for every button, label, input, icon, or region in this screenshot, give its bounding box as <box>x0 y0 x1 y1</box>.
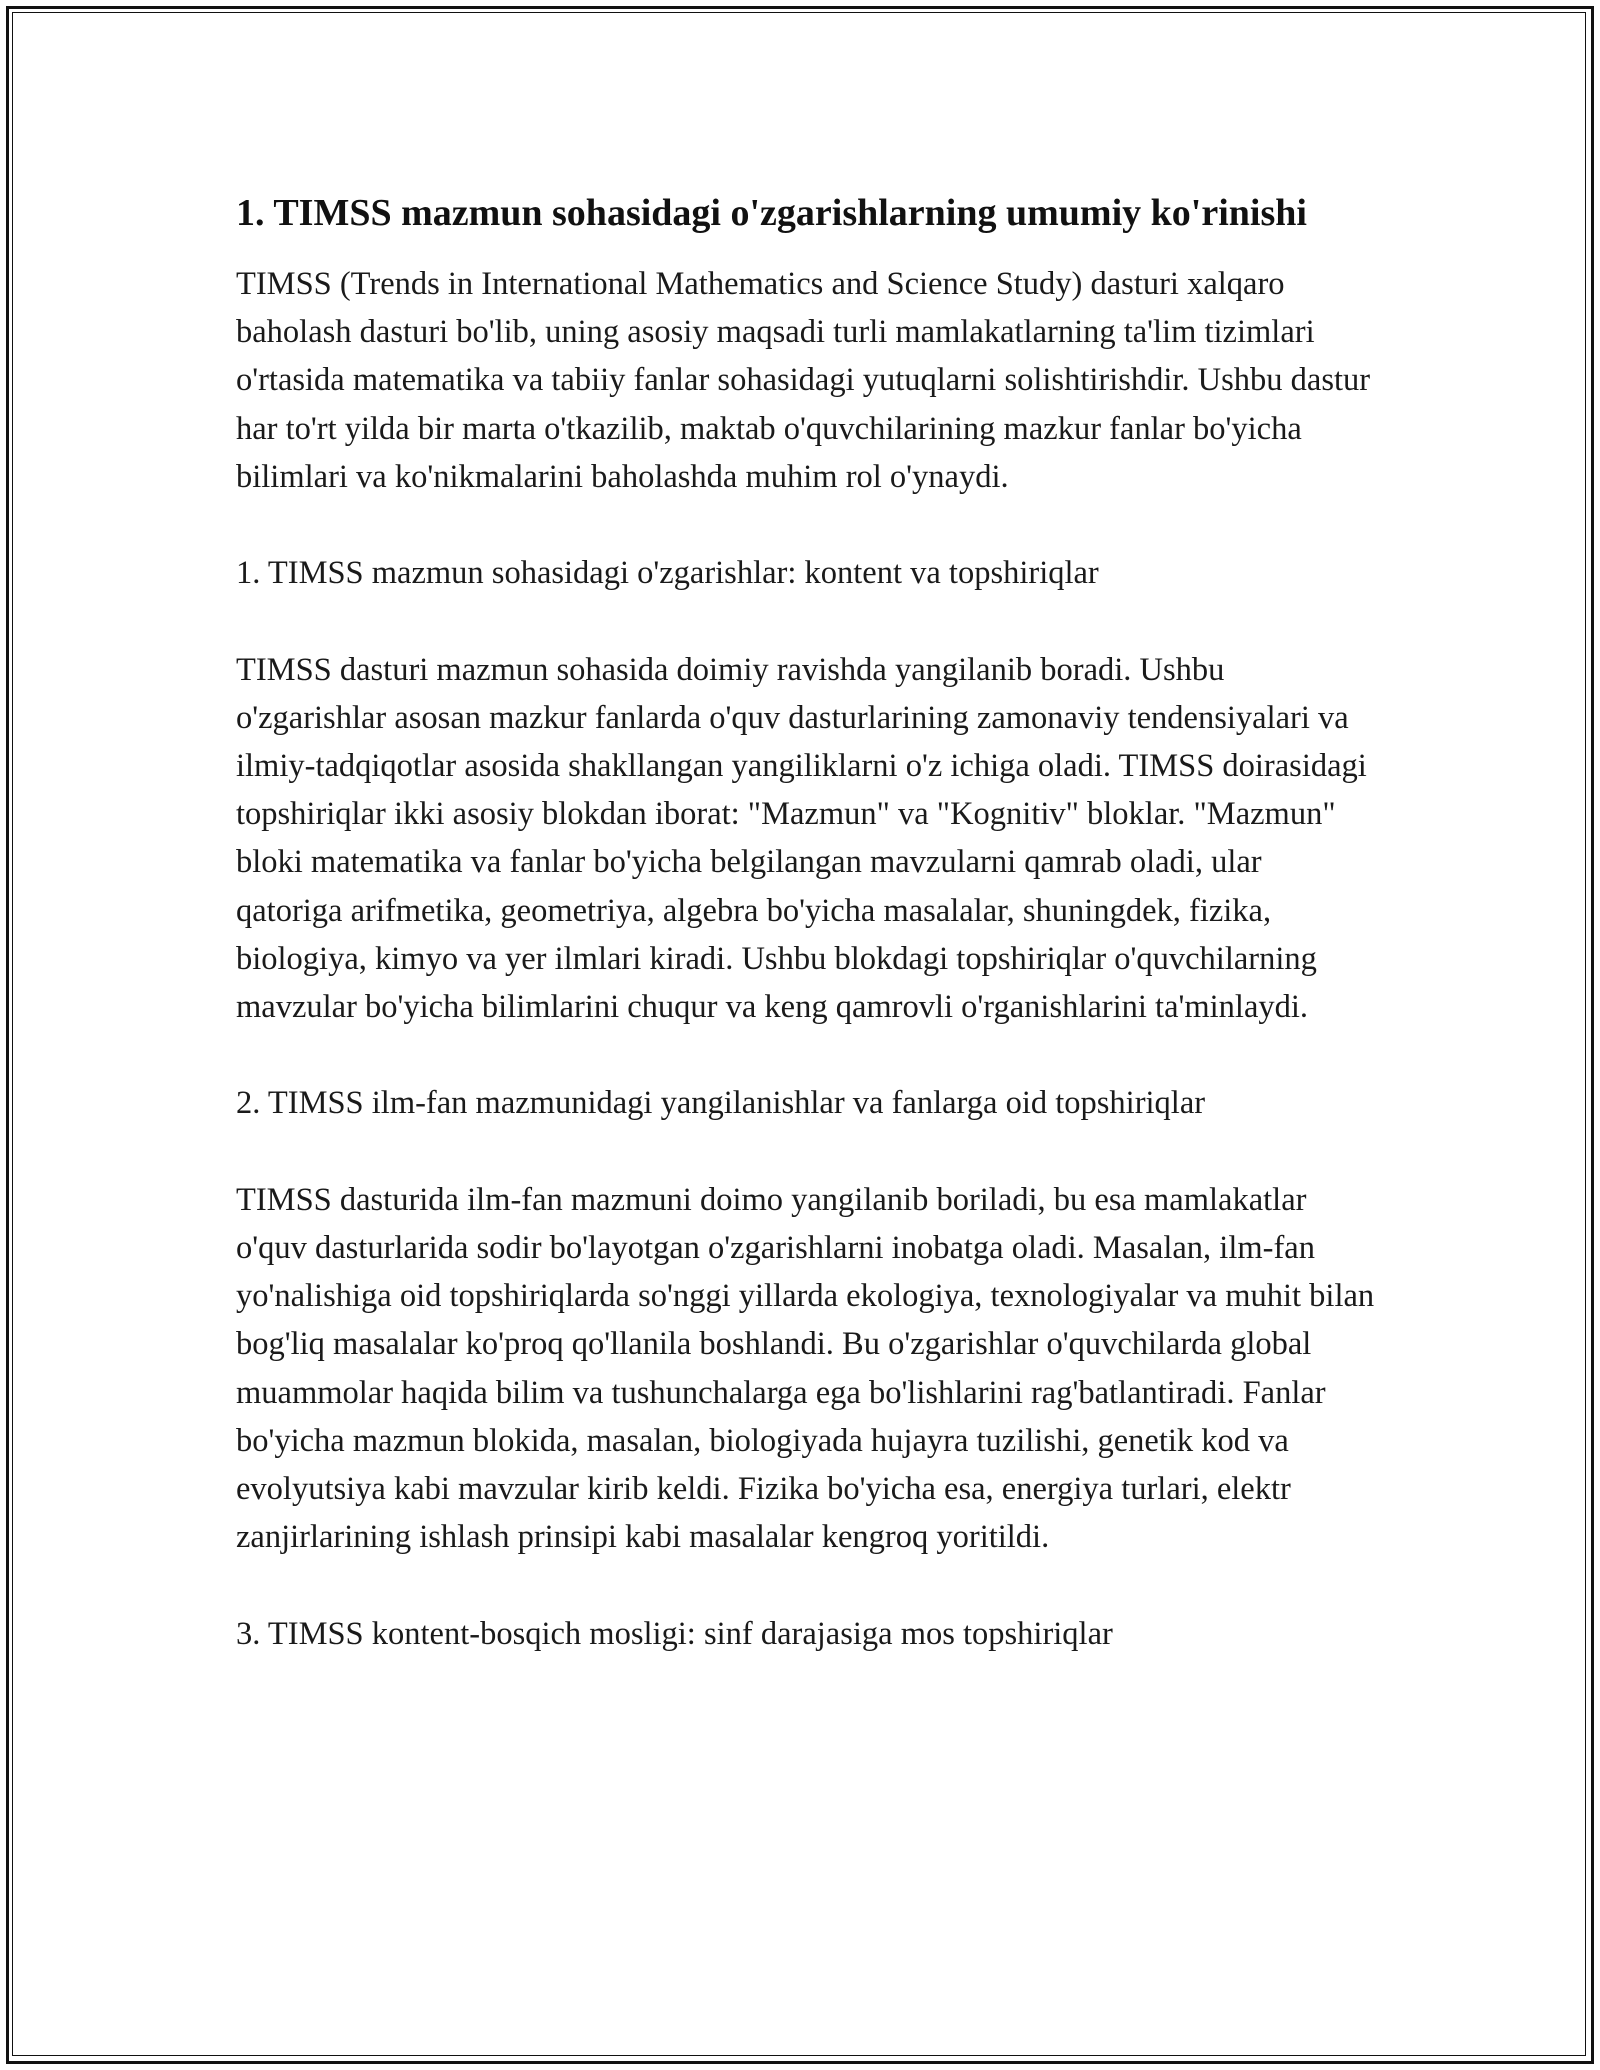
document-heading: 1. TIMSS mazmun sohasidagi o'zgarishlarning umumiy ko'rinishi <box>236 192 1307 234</box>
section-1-paragraph: TIMSS dasturi mazmun sohasida doimiy ravishda yangilanib boradi. Ushbu o'zgarishlar asosan mazkur fanlarda o'quv dasturlarining zamonaviy tendensiyalari va ilmiy-tadqiqotlar asosida shakllangan yangiliklarni o'z ichiga oladi. TIMSS doirasidagi topshiriqlar ikki asosiy blokdan iborat: "Mazmun" va "Kognitiv" bloklar. "Mazmun" bloki matematika va fanlar bo'yicha belgilangan mavzularni qamrab oladi, ular qatoriga arifmetika, geometriya, algebra bo'yicha masalalar, shuningdek, fizika, biologiya, kimyo va yer ilmlari kiradi. Ushbu blokdagi topshiriqlar o'quvchilarning mavzular bo'yicha bilimlarini chuqur va keng qamrovli o'rganishlarini ta'minlaydi. <box>236 651 1367 1026</box>
intro-paragraph: TIMSS (Trends in International Mathematics and Science Study) dasturi xalqaro baholash dasturi bo'lib, uning asosiy maqsadi turli mamlakatlarning ta'lim tizimlari o'rtasida matematika va tabiiy fanlar sohasidagi yutuqlarni solishtirishdir. Ushbu dastur har to'rt yilda bir marta o'tkazilib, maktab o'quvchilarining mazkur fanlar bo'yicha bilimlari va ko'nikmalarini baholashda muhim rol o'ynaydi. <box>236 266 1371 495</box>
section-1-title: 1. TIMSS mazmun sohasidagi o'zgarishlar: kontent va topshiriqlar <box>236 555 1099 592</box>
section-2-title: 2. TIMSS ilm-fan mazmunidagi yangilanishlar va fanlarga oid topshiriqlar <box>236 1085 1206 1122</box>
section-2-paragraph: TIMSS dasturida ilm-fan mazmuni doimo yangilanib boriladi, bu esa mamlakatlar o'quv dasturlarida sodir bo'layotgan o'zgarishlarni inobatga oladi. Masalan, ilm-fan yo'nalishiga oid topshiriqlarda so'nggi yillarda ekologiya, texnologiyalar va muhit bilan bog'liq masalalar ko'proq qo'llanila boshlandi. Bu o'zgarishlar o'quvchilarda global muammolar haqida bilim va tushunchalarga ega bo'lishlarini rag'batlantiradi. Fanlar bo'yicha mazmun blokida, masalan, biologiyada hujayra tuzilishi, genetik kod va evolyutsiya kabi mavzular kirib keldi. Fizika bo'yicha esa, energiya turlari, elektr zanjirlarining ishlash prinsipi kabi masalalar kengroq yoritildi. <box>236 1181 1375 1556</box>
section-3-title: 3. TIMSS kontent-bosqich mosligi: sinf darajasiga mos topshiriqlar <box>236 1615 1113 1652</box>
document-body <box>236 186 1376 1706</box>
